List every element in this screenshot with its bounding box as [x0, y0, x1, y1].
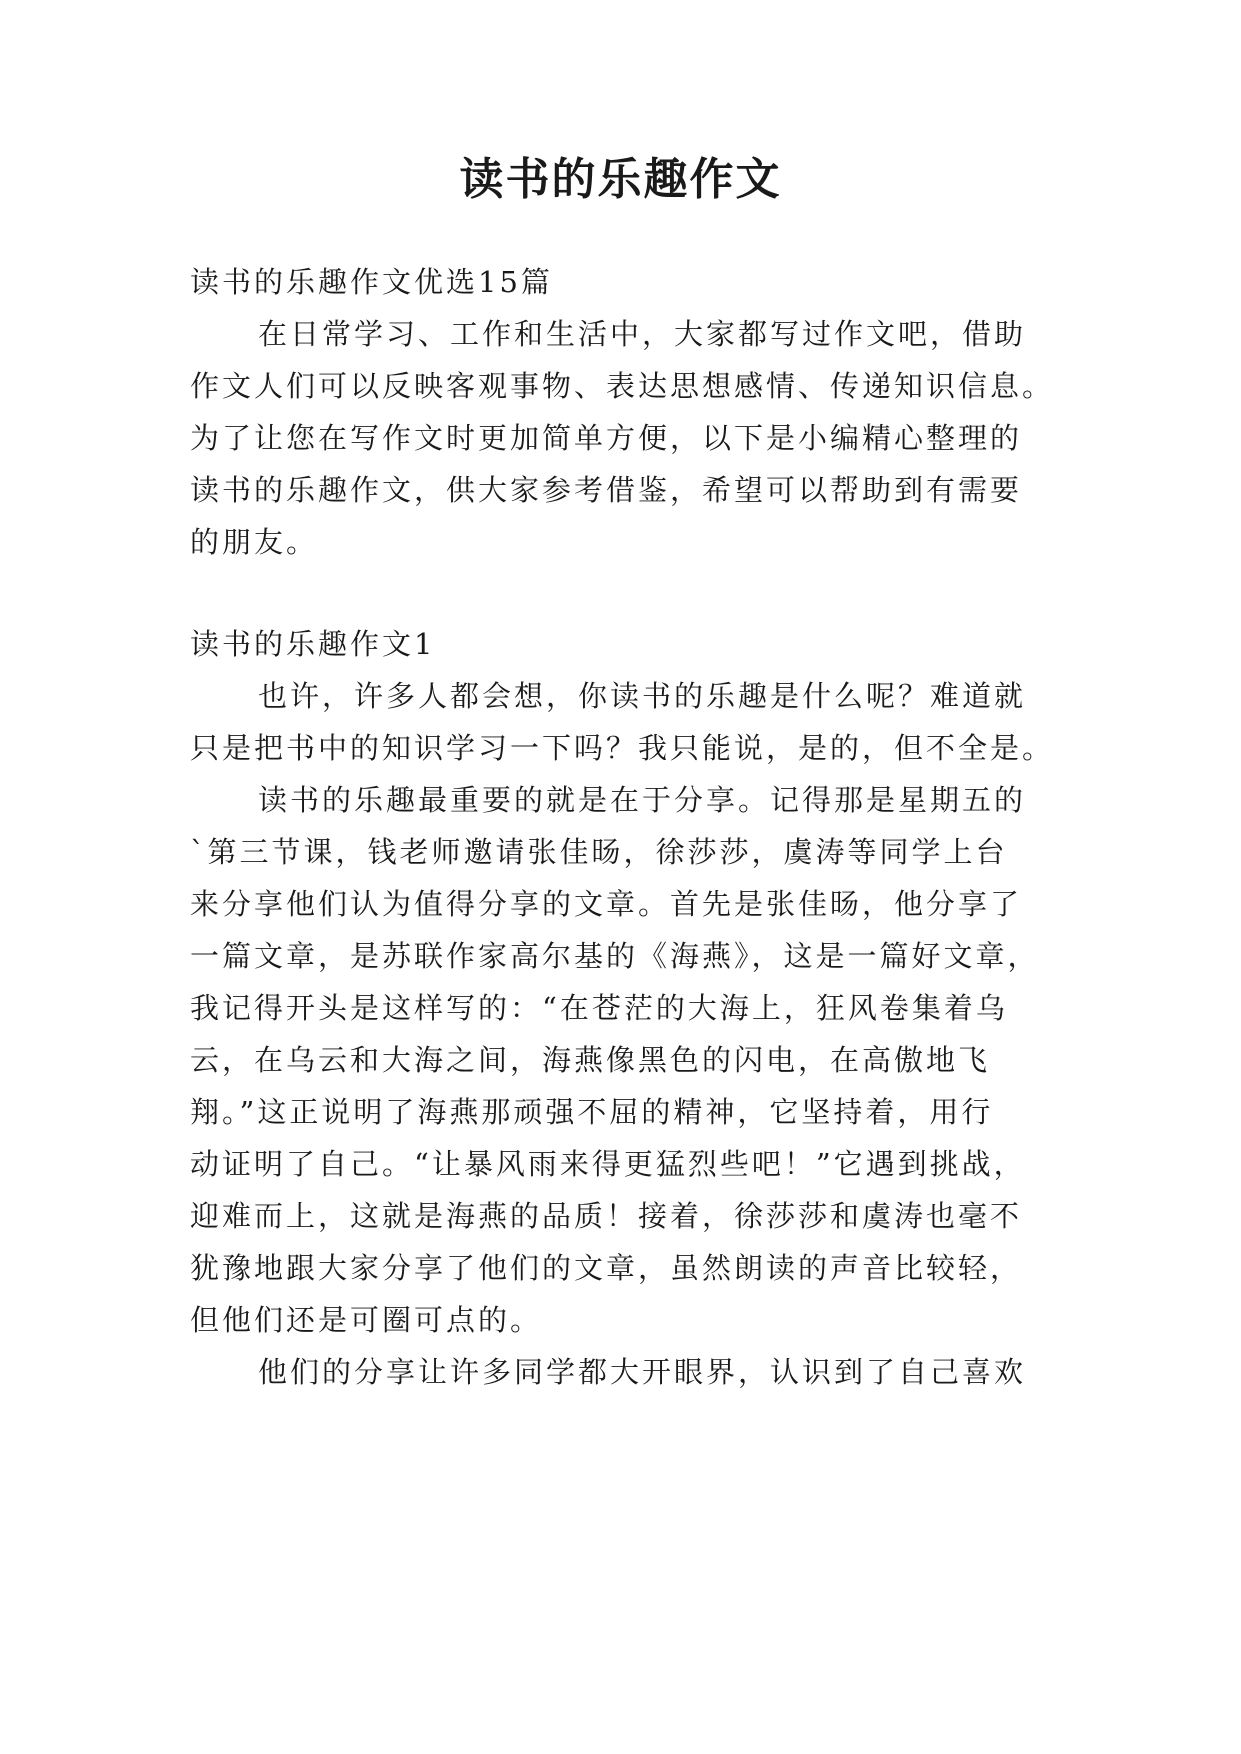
paragraph-line: 一篇文章，是苏联作家高尔基的《海燕》，这是一篇好文章， [190, 939, 1040, 973]
paragraph-line: 我记得开头是这样写的：“在苍茫的大海上，狂风卷集着乌 [190, 991, 1008, 1025]
paragraph-line: 他们的分享让许多同学都大开眼界，认识到了自己喜欢 [258, 1355, 1027, 1389]
intro-line: 作文人们可以反映客观事物、表达思想感情、传递知识信息。 [190, 369, 1055, 403]
paragraph-line: 读书的乐趣最重要的就是在于分享。记得那是星期五的 [258, 783, 1027, 817]
paragraph-line: 只是把书中的知识学习一下吗？我只能说，是的，但不全是。 [190, 731, 1055, 765]
paragraph-line: 但他们还是可圈可点的。 [190, 1303, 543, 1337]
paragraph-line: 动证明了自己。“让暴风雨来得更猛烈些吧！”它遇到挑战， [190, 1147, 1026, 1181]
subtitle: 读书的乐趣作文优选15篇 [190, 265, 553, 299]
section-heading: 读书的乐趣作文1 [190, 627, 436, 661]
paragraph-line: 犹豫地跟大家分享了他们的文章，虽然朗读的声音比较轻， [190, 1251, 1023, 1285]
intro-line: 读书的乐趣作文，供大家参考借鉴，希望可以帮助到有需要 [190, 473, 1023, 507]
paragraph-line: 来分享他们认为值得分享的文章。首先是张佳旸，他分享了 [190, 887, 1023, 921]
paragraph-line: 云，在乌云和大海之间，海燕像黑色的闪电，在高傲地飞 [190, 1043, 991, 1077]
paragraph-line: 翔。”这正说明了海燕那顽强不屈的精神，它坚持着，用行 [190, 1095, 994, 1129]
paragraph-line: 迎难而上，这就是海燕的品质！接着，徐莎莎和虞涛也毫不 [190, 1199, 1023, 1233]
paragraph-line: 也许，许多人都会想，你读书的乐趣是什么呢？难道就 [258, 679, 1027, 713]
intro-line: 为了让您在写作文时更加简单方便，以下是小编精心整理的 [190, 421, 1023, 455]
document-title: 读书的乐趣作文 [459, 154, 782, 205]
paragraph-line: `第三节课，钱老师邀请张佳旸，徐莎莎，虞涛等同学上台 [190, 835, 1008, 869]
intro-line: 的朋友。 [190, 525, 319, 559]
intro-line: 在日常学习、工作和生活中，大家都写过作文吧，借助 [258, 317, 1027, 351]
